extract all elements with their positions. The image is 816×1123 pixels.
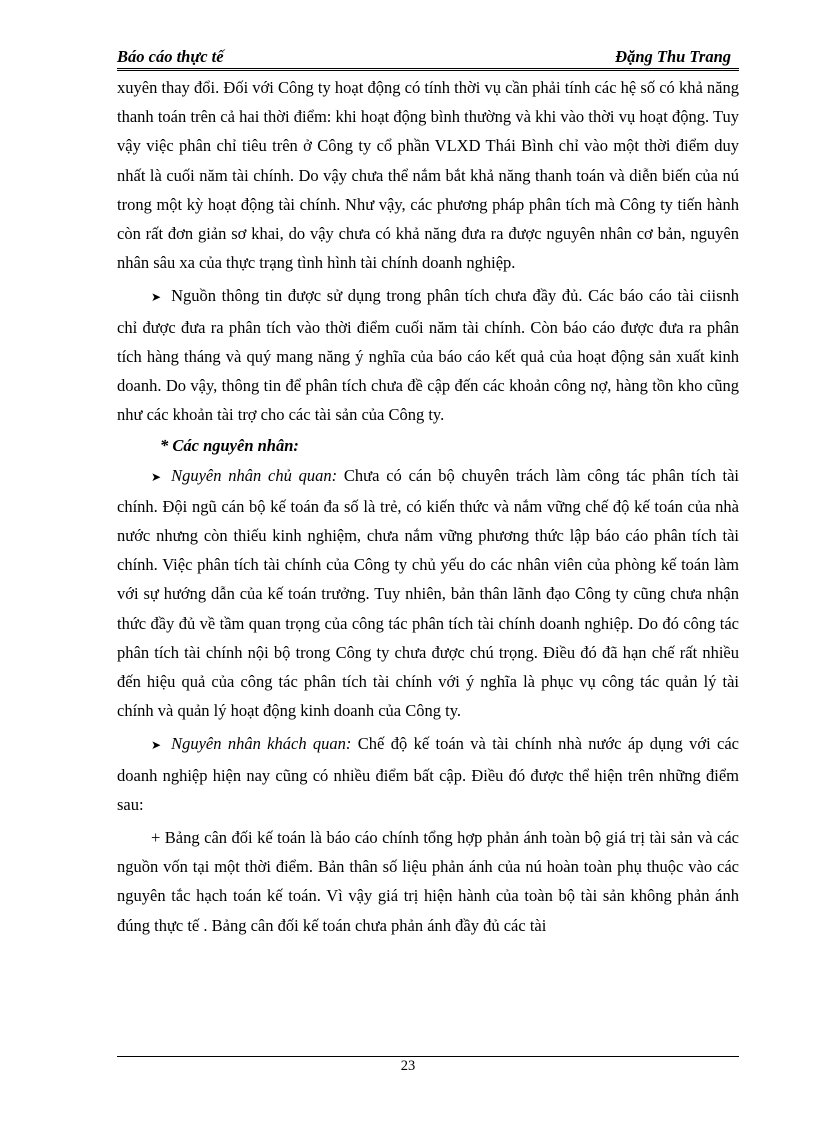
header-report-title: Báo cáo thực tế xyxy=(117,47,224,66)
arrowhead-bullet-icon: ➤ xyxy=(151,290,162,305)
paragraph-1: xuyên thay đổi. Đối với Công ty hoạt động có tính thời vụ cần phải tính các hệ số có khả năng thanh toán trên cả hai thời điểm: khi hoạt động bình thường và khi vào thời vụ hoạt động. Tuy vậy việc phân chỉ tiêu trên ở Công ty cổ phần VLXD Thái Bình chỉ vào một thời điểm duy nhất là cuối năm tài chính. Do vậy chưa thể nắm bắt khả năng thanh toán và diễn biến của nú trong một kỳ hoạt động tài chính. Như vậy, các phương pháp phân tích mà Công ty tiến hành còn rất đơn giản sơ khai, do vậy chưa có khả năng đưa ra được nguyên nhân cơ bản, nguyên nhân sâu xa của thực trạng tình hình tài chính doanh nghiệp. xyxy=(117,78,739,273)
paragraph-2 xyxy=(117,281,739,429)
paragraph-2-text: Nguồn thông tin được sử dụng trong phân tích chưa đầy đủ. Các báo cáo tài ciisnh chỉ được đưa ra phân tích vào thời điểm cuối năm tài chính. Còn báo cáo được đưa ra phân tích hàng tháng và quý mang năng ý nghĩa của báo cáo kết quả của hoạt động sản xuất kinh doanh. Do vậy, thông tin để phân tích chưa đề cập đến các khoản công nợ, hàng tồn kho cũng như các khoản tài trợ cho các tài sản của Công ty. xyxy=(117,286,739,425)
footer-rule xyxy=(117,1056,739,1057)
paragraph-3 xyxy=(117,461,739,726)
objective-cause-label: Nguyên nhân khách quan: xyxy=(171,734,352,754)
header-author: Đặng Thu Trang xyxy=(615,47,731,66)
arrowhead-bullet-icon: ➤ xyxy=(151,738,162,753)
subheading-causes: * Các nguyên nhân: xyxy=(160,436,299,456)
page-number: 23 xyxy=(400,1058,416,1074)
paragraph-5: + Bảng cân đối kế toán là báo cáo chính tổng hợp phản ánh toàn bộ giá trị tài sản và các nguồn vốn tại một thời điểm. Bản thân số liệu phản ánh của nú hoàn toàn phụ thuộc vào các nguyên tắc hạch toán kế toán. Vì vậy giá trị hiện hành của toàn bộ tài sản không phản ánh đúng thực tế . Bảng cân đối kế toán chưa phản ánh đầy đủ các tài xyxy=(117,828,739,935)
subjective-cause-label: Nguyên nhân chủ quan: xyxy=(171,465,338,485)
page-body xyxy=(117,73,739,940)
paragraph-3-text: Chưa có cán bộ chuyên trách làm công tác phân tích tài chính. Đội ngũ cán bộ kế toán đa số là trẻ, có kiến thức và nắm vững chế độ kế toán của nhà nước nhưng còn thiếu kinh nghiệm, chưa nắm vững phương thức lập báo cáo phân tích tài chính. Việc phân tích tài chính của Công ty chủ yếu do các nhân viên của phòng kế toán làm với sự hướng dẫn của kế toán trưởng. Tuy nhiên, bản thân lãnh đạo Công ty cũng chưa nhận thức đầy đủ về tầm quan trọng của công tác phân tích tài chính doanh nghiệp. Do đó công tác phân tích tài chính nội bộ trong Công ty chưa được chú trọng. Điều đó đã hạn chế rất nhiều đến hiệu quả của công tác phân tích tài chính với ý nghĩa là phục vụ công tác quản lý tài chính và quản lý hoạt động kinh doanh của Công ty. xyxy=(117,465,739,721)
page-header xyxy=(117,44,739,71)
paragraph-4 xyxy=(117,729,739,819)
paragraph-4-text: Chế độ kế toán và tài chính nhà nước áp dụng với các doanh nghiệp hiện nay cũng có nhiều điểm bất cập. Điều đó được thể hiện trên những điểm sau: xyxy=(117,734,740,814)
arrowhead-bullet-icon: ➤ xyxy=(151,469,162,484)
